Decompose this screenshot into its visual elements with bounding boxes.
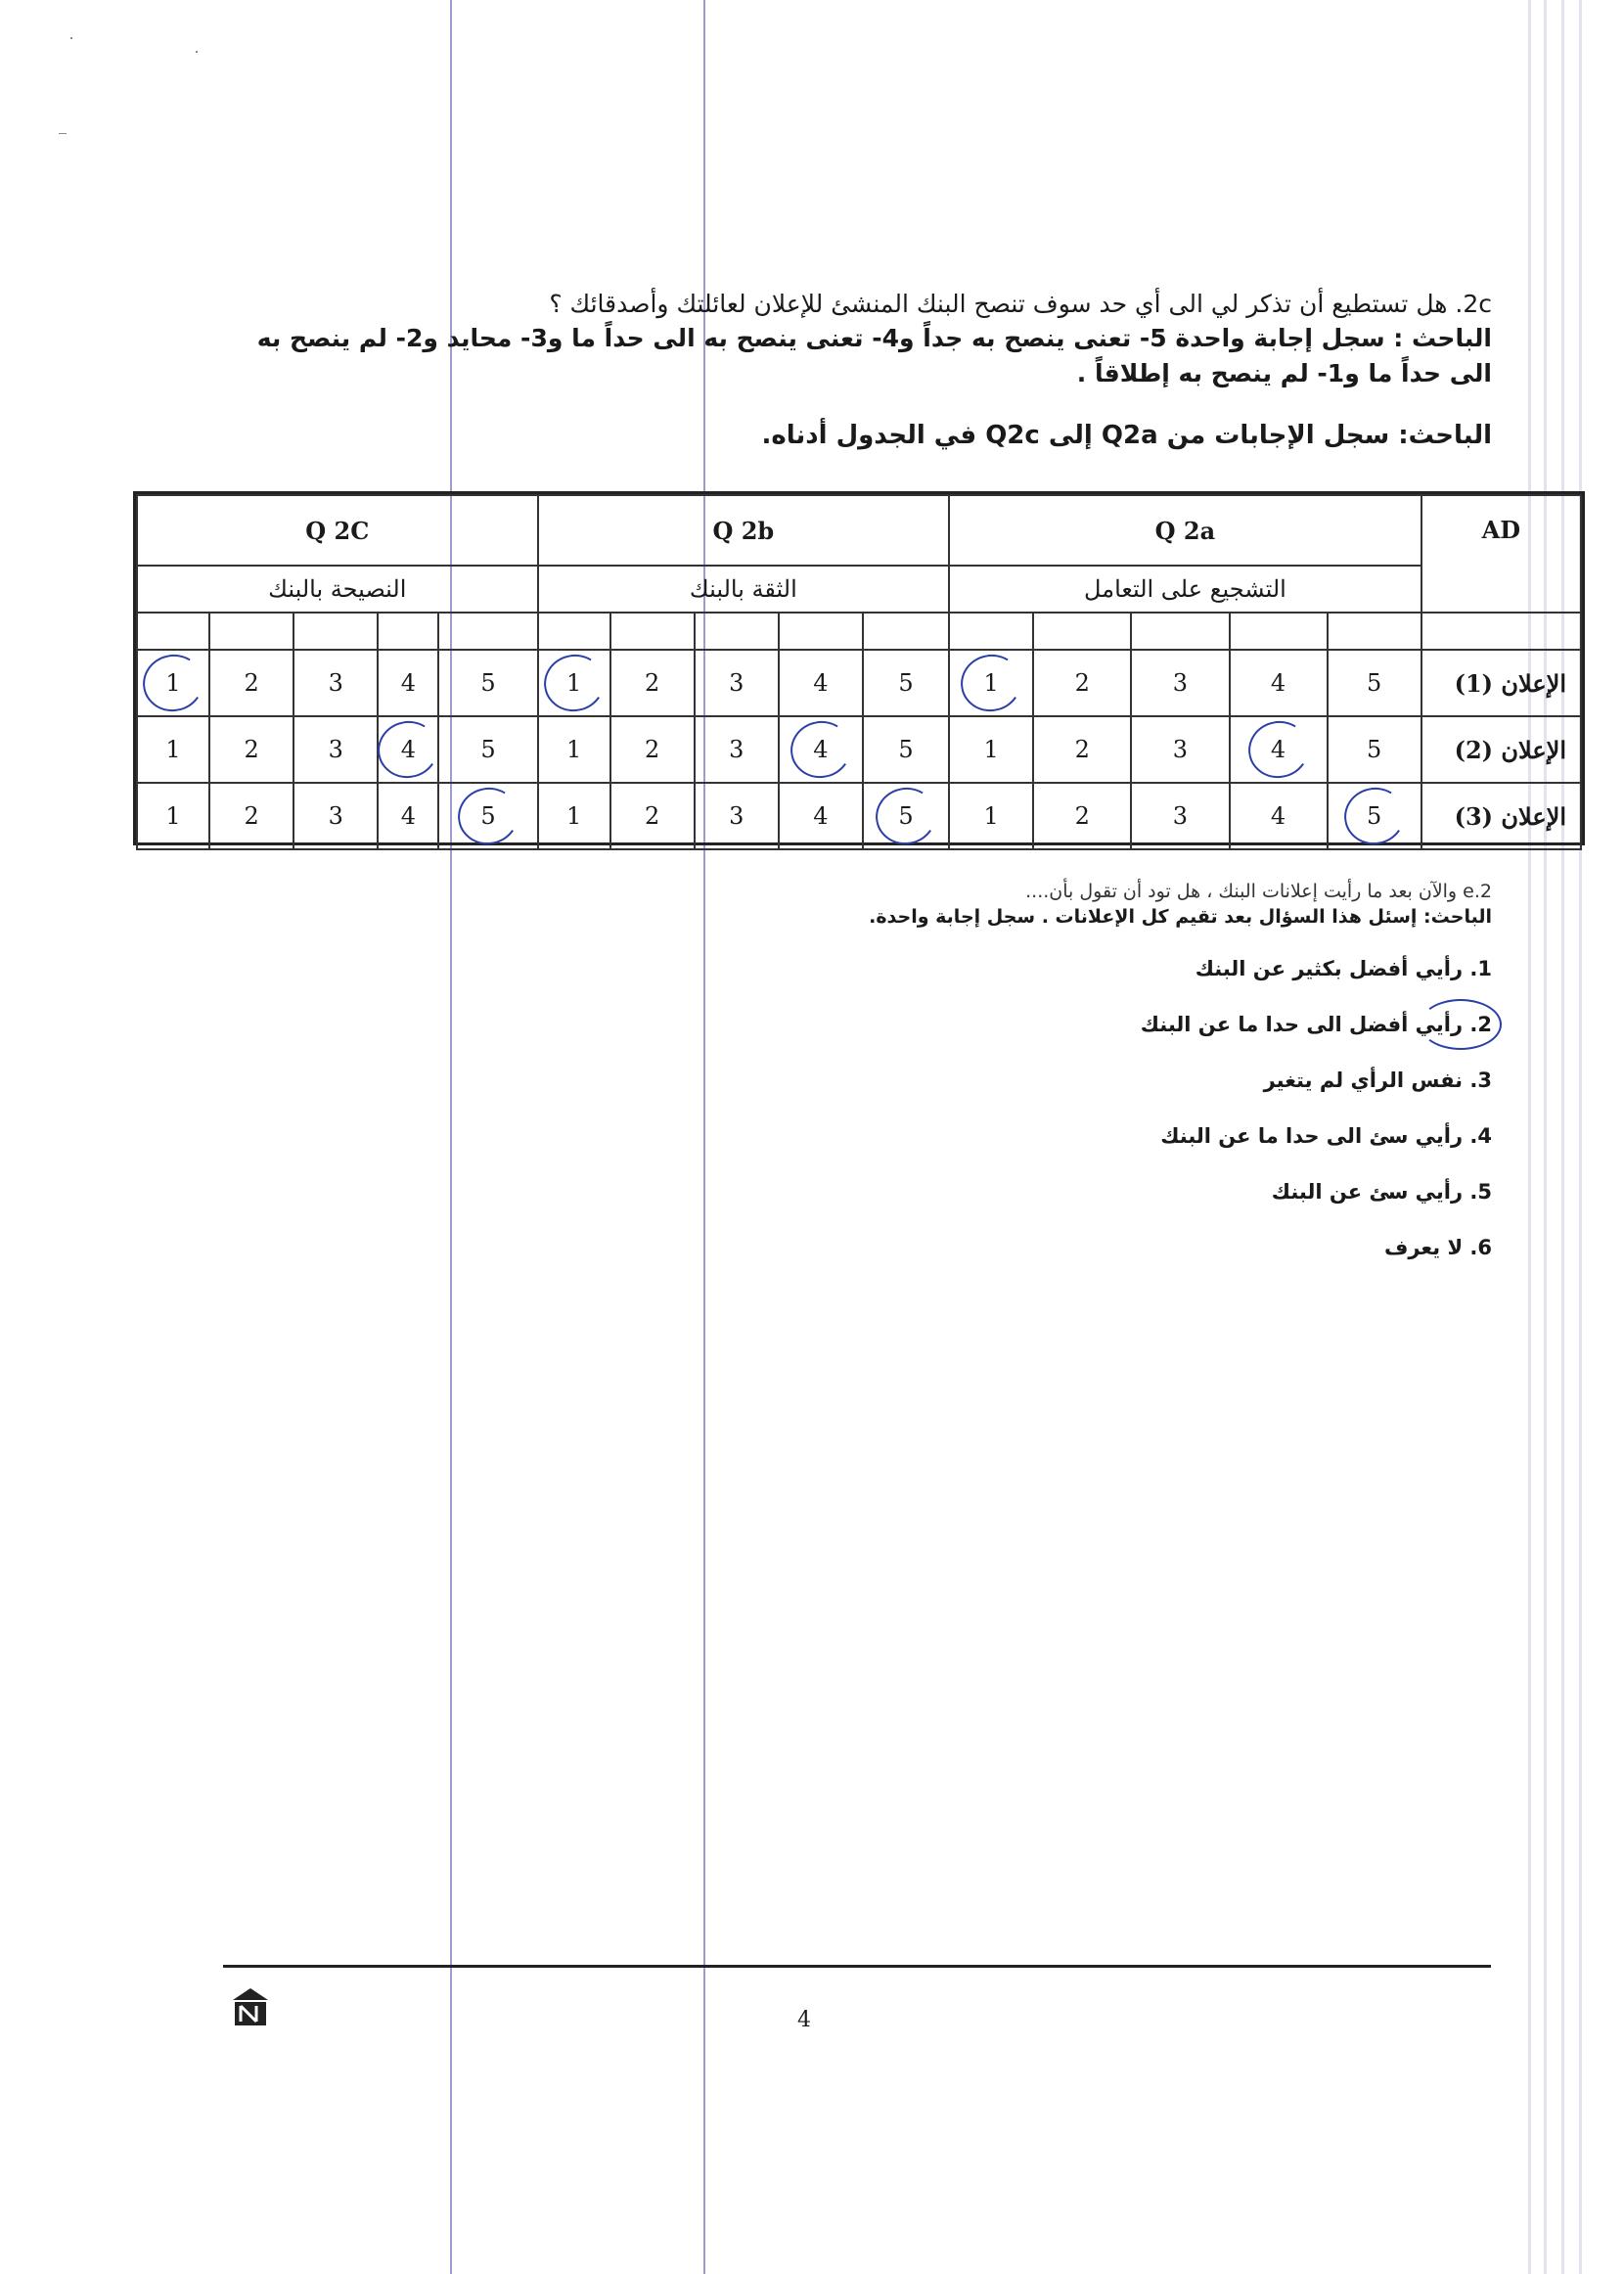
page-edge-line xyxy=(1561,0,1564,2274)
rating-q2a-4[interactable]: 4 xyxy=(1230,716,1328,783)
rating-q2b-2[interactable]: 2 xyxy=(610,783,695,849)
page-edge-line xyxy=(1579,0,1582,2274)
rating-q2b-3[interactable]: 3 xyxy=(695,716,779,783)
question-2c-instruction: الباحث : سجل إجابة واحدة 5- تعنى ينصح به جداً و4- تعنى ينصح به الى حداً ما و3- محايد و2- لم ينصح به الى حداً ما و1- لم ينصح به إطلاقاً . xyxy=(256,324,1492,387)
question-2c-text: 2c. هل تستطيع أن تذكر لي الى أي حد سوف تنصح البنك المنشئ للإعلان لعائلتك وأصدقائك ؟ xyxy=(549,290,1492,318)
rating-q2c-3[interactable]: 3 xyxy=(293,650,378,716)
rating-q2b-1[interactable]: 1 xyxy=(538,650,610,716)
rating-q2a-1[interactable]: 1 xyxy=(949,716,1033,783)
rating-q2c-1[interactable]: 1 xyxy=(137,716,209,783)
answer-option[interactable]: 3. نفس الرأي لم يتغير xyxy=(1263,1069,1492,1092)
rating-q2a-3[interactable]: 3 xyxy=(1131,716,1229,783)
rating-q2c-2[interactable]: 2 xyxy=(209,783,293,849)
question-2e-instruction: الباحث: إسئل هذا السؤال بعد تقيم كل الإعلانات . سجل إجابة واحدة. xyxy=(869,906,1492,928)
ad-row-label: الإعلان (1) xyxy=(1421,650,1581,716)
rating-q2c-2[interactable]: 2 xyxy=(209,716,293,783)
rating-q2a-2[interactable]: 2 xyxy=(1033,783,1131,849)
rating-q2c-5[interactable]: 5 xyxy=(438,783,537,849)
group-label-q2c: النصيحة بالبنك xyxy=(137,566,538,613)
rating-q2a-1[interactable]: 1 xyxy=(949,650,1033,716)
group-header-q2b: Q 2b xyxy=(538,495,950,566)
group-label-q2b: الثقة بالبنك xyxy=(538,566,950,613)
table-row xyxy=(137,716,1581,783)
answer-option[interactable]: 6. لا يعرف xyxy=(1383,1236,1492,1259)
rating-q2c-1[interactable]: 1 xyxy=(137,783,209,849)
rating-q2c-4[interactable]: 4 xyxy=(378,650,438,716)
answer-option[interactable]: 2. رأيي أفضل الى حدا ما عن البنك xyxy=(1141,1005,1492,1061)
page-number: 4 xyxy=(797,2008,811,2032)
page-edge-line xyxy=(1544,0,1547,2274)
answer-option[interactable]: 1. رأيي أفضل بكثير عن البنك xyxy=(1195,957,1492,980)
page-edge-line xyxy=(1528,0,1531,2274)
rating-q2a-1[interactable]: 1 xyxy=(949,783,1033,849)
rating-q2c-4[interactable]: 4 xyxy=(378,783,438,849)
spacer-row xyxy=(137,613,1581,650)
ratings-grid xyxy=(136,494,1582,850)
scan-speck xyxy=(196,51,198,53)
rating-q2a-5[interactable]: 5 xyxy=(1328,716,1421,783)
rating-q2a-2[interactable]: 2 xyxy=(1033,716,1131,783)
ad-row-label: الإعلان (2) xyxy=(1421,716,1581,783)
question-2c xyxy=(235,288,1492,391)
rating-q2c-2[interactable]: 2 xyxy=(209,650,293,716)
answer-option[interactable]: 5. رأيي سئ عن البنك xyxy=(1271,1180,1492,1204)
scan-speck xyxy=(59,133,67,134)
rating-q2a-4[interactable]: 4 xyxy=(1230,783,1328,849)
rating-q2a-3[interactable]: 3 xyxy=(1131,783,1229,849)
rating-q2b-5[interactable]: 5 xyxy=(863,650,949,716)
rating-q2a-5[interactable]: 5 xyxy=(1328,650,1421,716)
rating-q2c-4[interactable]: 4 xyxy=(378,716,438,783)
record-instruction: الباحث: سجل الإجابات من Q2a إلى Q2c في الجدول أدناه. xyxy=(761,421,1492,450)
rating-q2c-5[interactable]: 5 xyxy=(438,716,537,783)
answer-option[interactable]: 4. رأيي سئ الى حدا ما عن البنك xyxy=(1160,1124,1492,1148)
question-2e xyxy=(869,879,1492,930)
rating-q2c-3[interactable]: 3 xyxy=(293,716,378,783)
rating-q2a-4[interactable]: 4 xyxy=(1230,650,1328,716)
ad-row-label: الإعلان (3) xyxy=(1421,783,1581,849)
rating-q2a-3[interactable]: 3 xyxy=(1131,650,1229,716)
rating-q2b-4[interactable]: 4 xyxy=(779,650,863,716)
rating-q2b-2[interactable]: 2 xyxy=(610,650,695,716)
rating-q2b-5[interactable]: 5 xyxy=(863,783,949,849)
table-row xyxy=(137,650,1581,716)
question-2e-options xyxy=(1141,949,1492,1284)
rating-q2c-5[interactable]: 5 xyxy=(438,650,537,716)
group-header-q2c: Q 2C xyxy=(137,495,538,566)
rating-q2b-5[interactable]: 5 xyxy=(863,716,949,783)
rating-q2a-5[interactable]: 5 xyxy=(1328,783,1421,849)
rating-q2b-3[interactable]: 3 xyxy=(695,650,779,716)
rating-q2b-1[interactable]: 1 xyxy=(538,783,610,849)
group-label-q2a: التشجيع على التعامل xyxy=(949,566,1421,613)
question-2e-text: 2.e والآن بعد ما رأيت إعلانات البنك ، هل تود أن تقول بأن.... xyxy=(1025,881,1492,902)
rating-q2c-1[interactable]: 1 xyxy=(137,650,209,716)
footer-rule xyxy=(223,1965,1491,1968)
rating-q2c-3[interactable]: 3 xyxy=(293,783,378,849)
rating-q2a-2[interactable]: 2 xyxy=(1033,650,1131,716)
rating-q2b-1[interactable]: 1 xyxy=(538,716,610,783)
rating-q2b-4[interactable]: 4 xyxy=(779,716,863,783)
company-logo xyxy=(231,1986,270,2027)
ad-header: AD xyxy=(1421,495,1581,613)
scan-speck xyxy=(70,37,72,39)
rating-q2b-3[interactable]: 3 xyxy=(695,783,779,849)
table-row xyxy=(137,783,1581,849)
group-header-q2a: Q 2a xyxy=(949,495,1421,566)
rating-q2b-2[interactable]: 2 xyxy=(610,716,695,783)
ratings-table xyxy=(133,491,1585,845)
rating-q2b-4[interactable]: 4 xyxy=(779,783,863,849)
